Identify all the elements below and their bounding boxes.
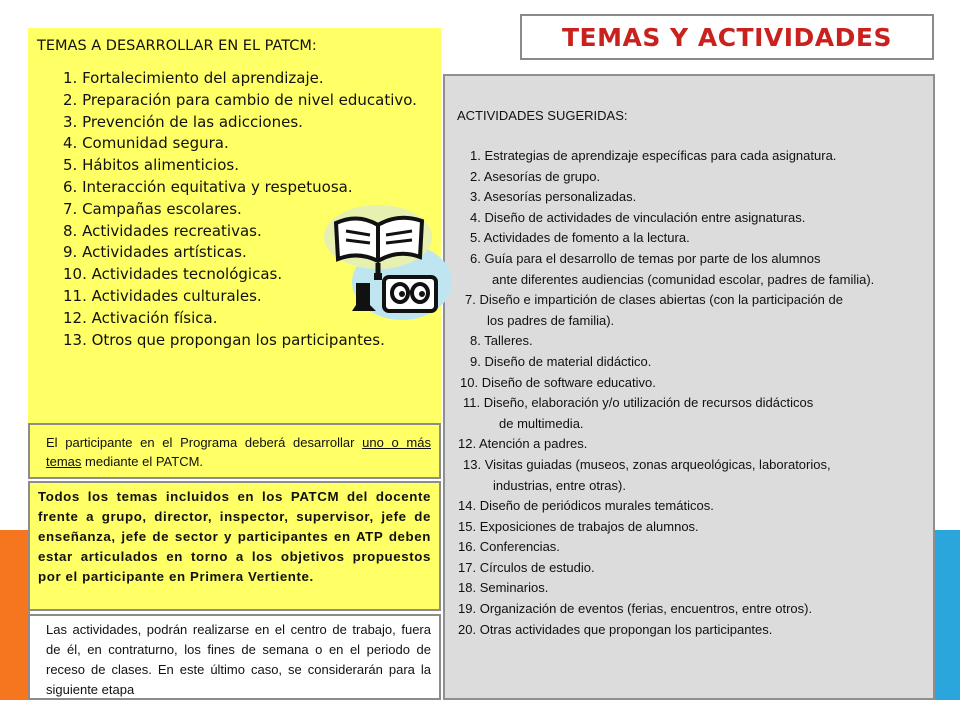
topic-item: 2. Preparación para cambio de nivel educativo. [63, 90, 417, 109]
topic-item: 12. Activación física. [63, 308, 218, 327]
bottom-margin [0, 700, 960, 720]
activities-panel [443, 74, 935, 700]
activity-text: Conferencias. [479, 539, 560, 555]
activity-text: Diseño de software educativo. [481, 374, 656, 390]
activity-item [453, 434, 925, 455]
activity-item [453, 455, 925, 496]
title-box [520, 14, 934, 60]
activity-text: Círculos de estudio. [479, 559, 595, 575]
activity-number: 8. [470, 333, 481, 349]
activity-text: Estrategias de aprendizaje específicas para cada asignatura. [484, 148, 837, 163]
activity-text: Talleres. [484, 333, 533, 349]
activity-item [453, 146, 925, 167]
activity-number: 19. [458, 601, 477, 617]
activity-item [453, 599, 925, 620]
activity-number: 12. [458, 436, 477, 452]
activity-number: 5. [470, 230, 481, 246]
note-box [28, 423, 441, 479]
activity-number: 6. [470, 250, 481, 266]
topic-item: 7. Campañas escolares. [63, 199, 242, 218]
topic-item: 10. Actividades tecnológicas. [63, 265, 283, 284]
activity-item [453, 578, 925, 599]
activity-text: Diseño, elaboración y/o utilización de recursos didácticos [483, 395, 814, 411]
topic-item: 5. Hábitos alimenticios. [63, 156, 239, 175]
activity-text: Otras actividades que propongan los participantes. [479, 621, 773, 637]
articulation-text: Todos los temas incluidos en los PATCM del docente frente a grupo, director, inspector, supervisor, jefe de enseñanza, jefe de sector y participantes en ATP deben estar articulados en torno a los objetivos propuestos por el participante en Primera Vertiente. [38, 489, 431, 584]
conditions-text: Las actividades, podrán realizarse en el centro de trabajo, fuera de él, en contraturno, los fines de semana o en el periodo de receso de clases. En este último caso, se considerarán para la siguiente etapa [46, 622, 431, 697]
topic-item: 8. Actividades recreativas. [63, 221, 262, 240]
activities-heading: ACTIVIDADES SUGERIDAS: [457, 108, 628, 123]
activity-text: Asesorías personalizadas. [483, 189, 637, 205]
activity-number: 4. [470, 209, 481, 225]
activity-item [453, 537, 925, 558]
activity-number: 10. [460, 374, 479, 390]
activity-number: 13. [463, 456, 482, 472]
note-emphasis: uno o más temas [46, 435, 431, 469]
topic-item: 11. Actividades culturales. [63, 286, 262, 305]
activity-text: Diseño de actividades de vinculación entre asignaturas. [484, 209, 806, 225]
activity-item [453, 187, 925, 208]
activity-item [453, 167, 925, 188]
topic-item: 9. Actividades artísticas. [63, 243, 247, 262]
note-text-end: mediante el PATCM. [81, 454, 204, 469]
activity-number: 9. [470, 353, 481, 369]
orange-accent-band [0, 530, 30, 720]
activity-text: Seminarios. [479, 580, 549, 596]
activity-number: 18. [458, 580, 477, 596]
activity-item [453, 228, 925, 249]
articulation-box [28, 481, 441, 611]
activity-item [453, 352, 925, 373]
activity-continuation: los padres de familia). [487, 312, 615, 328]
activity-continuation: de multimedia. [499, 415, 584, 431]
activity-item [453, 496, 925, 517]
topic-item: 13. Otros que propongan los participantes. [63, 330, 385, 349]
activity-item [453, 208, 925, 229]
blue-accent-band [935, 530, 960, 720]
conditions-box [28, 614, 441, 700]
activity-number: 14. [458, 498, 477, 514]
activity-number: 2. [470, 168, 481, 184]
activity-text: Actividades de fomento a la lectura. [483, 230, 690, 246]
activity-continuation: industrias, entre otras). [493, 477, 626, 493]
activity-text: Visitas guiadas (museos, zonas arqueológicas, laboratorios, [484, 456, 831, 472]
topic-item: 1. Fortalecimiento del aprendizaje. [63, 69, 324, 87]
activity-number: 1. [470, 148, 481, 163]
activity-item [453, 249, 925, 290]
book-and-reader-icon [316, 195, 456, 325]
activity-number: 11. [463, 395, 481, 411]
topic-item: 4. Comunidad segura. [63, 134, 229, 153]
activity-item [453, 290, 925, 331]
activity-item [453, 620, 925, 641]
note-text-start: El participante en el Programa deberá desarrollar [46, 435, 363, 450]
activity-number: 17. [458, 559, 477, 575]
activity-item [453, 393, 925, 434]
activity-item [453, 331, 925, 352]
activity-number: 20. [458, 621, 477, 637]
page-title: TEMAS Y ACTIVIDADES [561, 22, 892, 52]
activity-continuation: ante diferentes audiencias (comunidad escolar, padres de familia). [492, 271, 875, 287]
activity-item [453, 558, 925, 579]
activity-text: Asesorías de grupo. [483, 168, 601, 184]
activity-text: Exposiciones de trabajos de alumnos. [479, 518, 699, 534]
activity-number: 3. [470, 189, 481, 205]
activity-number: 16. [458, 539, 477, 555]
topic-item: 3. Prevención de las adicciones. [63, 112, 303, 131]
activities-list [453, 146, 925, 640]
activity-number: 15. [458, 518, 477, 534]
activity-text: Atención a padres. [478, 436, 588, 452]
activity-text: Organización de eventos (ferias, encuentros, entre otros). [479, 601, 813, 617]
activity-item [453, 517, 925, 538]
activity-text: Diseño e impartición de clases abiertas (con la participación de [479, 292, 843, 308]
topics-heading: TEMAS A DESARROLLAR EN EL PATCM: [37, 38, 317, 54]
activity-text: Diseño de periódicos murales temáticos. [479, 498, 714, 514]
activity-item [453, 373, 925, 394]
activity-text: Diseño de material didáctico. [484, 353, 652, 369]
topic-item: 6. Interacción equitativa y respetuosa. [63, 177, 353, 196]
activity-text: Guía para el desarrollo de temas por parte de los alumnos [484, 250, 821, 266]
activity-number: 7. [465, 292, 476, 308]
